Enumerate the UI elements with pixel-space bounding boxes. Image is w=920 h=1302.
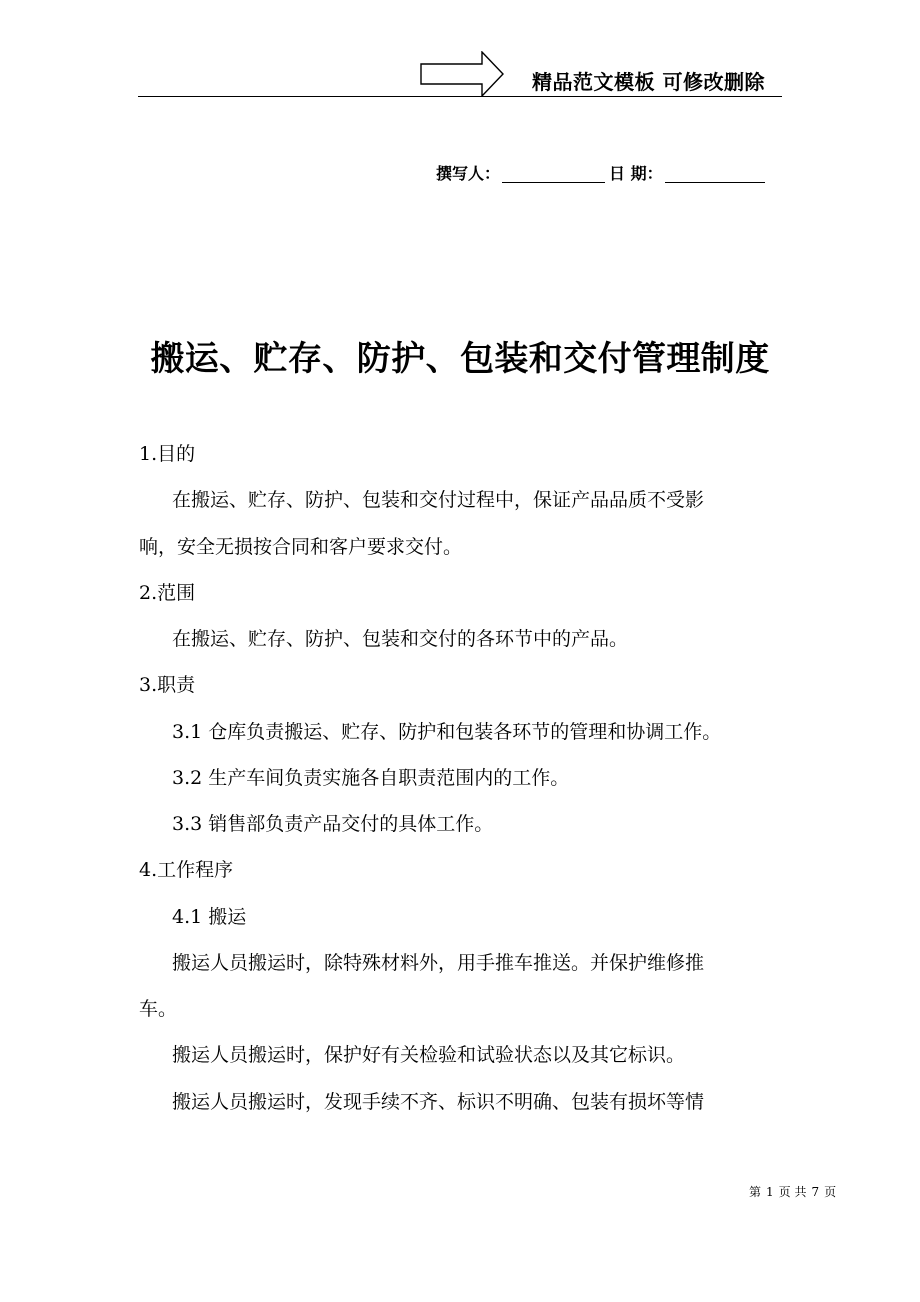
section-1-paragraph: 在搬运、贮存、防护、包装和交付过程中，保证产品品质不受影: [172, 489, 705, 511]
section-4-1-paragraph-3: 搬运人员搬运时，发现手续不齐、标识不明确、包装有损坏等情: [172, 1091, 705, 1113]
section-2-paragraph: 在搬运、贮存、防护、包装和交付的各环节中的产品。: [172, 628, 629, 650]
section-1-heading: 1.目的: [139, 443, 196, 465]
page-footer: [749, 1183, 841, 1200]
section-1-paragraph-cont: 响，安全无损按合同和客户要求交付。: [139, 536, 463, 558]
header-template-note: 精品范文模板 可修改删除: [532, 70, 765, 94]
section-4-1-paragraph-1-cont: 车。: [139, 998, 178, 1020]
section-4-1-paragraph-1: 搬运人员搬运时，除特殊材料外，用手推车推送。并保护维修推: [172, 952, 705, 974]
section-3-1: 3.1 仓库负责搬运、贮存、防护和包装各环节的管理和协调工作。: [172, 721, 722, 743]
author-blank-field[interactable]: [502, 181, 605, 183]
section-3-3: 3.3 销售部负责产品交付的具体工作。: [172, 813, 494, 835]
section-4-1-paragraph-2: 搬运人员搬运时，保护好有关检验和试验状态以及其它标识。: [172, 1044, 686, 1066]
section-3-2: 3.2 生产车间负责实施各自职责范围内的工作。: [172, 767, 570, 789]
section-4-1-heading: 4.1 搬运: [172, 906, 247, 928]
document-title: 搬运、贮存、防护、包装和交付管理制度: [150, 339, 770, 379]
section-3-heading: 3.职责: [139, 674, 196, 696]
date-label: 日 期：: [609, 164, 663, 183]
page-suffix: 页: [824, 1185, 837, 1199]
author-label: 撰写人：: [436, 164, 501, 183]
author-date-line: [436, 161, 765, 184]
arrow-right-icon: [420, 51, 504, 97]
page-prefix: 第: [749, 1185, 762, 1199]
page-mid: 页 共: [778, 1185, 807, 1199]
page-total: 7: [811, 1185, 820, 1199]
date-blank-field[interactable]: [665, 181, 765, 183]
page-current: 1: [766, 1185, 774, 1199]
header-divider: [138, 96, 782, 97]
section-4-heading: 4.工作程序: [139, 859, 234, 881]
section-2-heading: 2.范围: [139, 582, 196, 604]
